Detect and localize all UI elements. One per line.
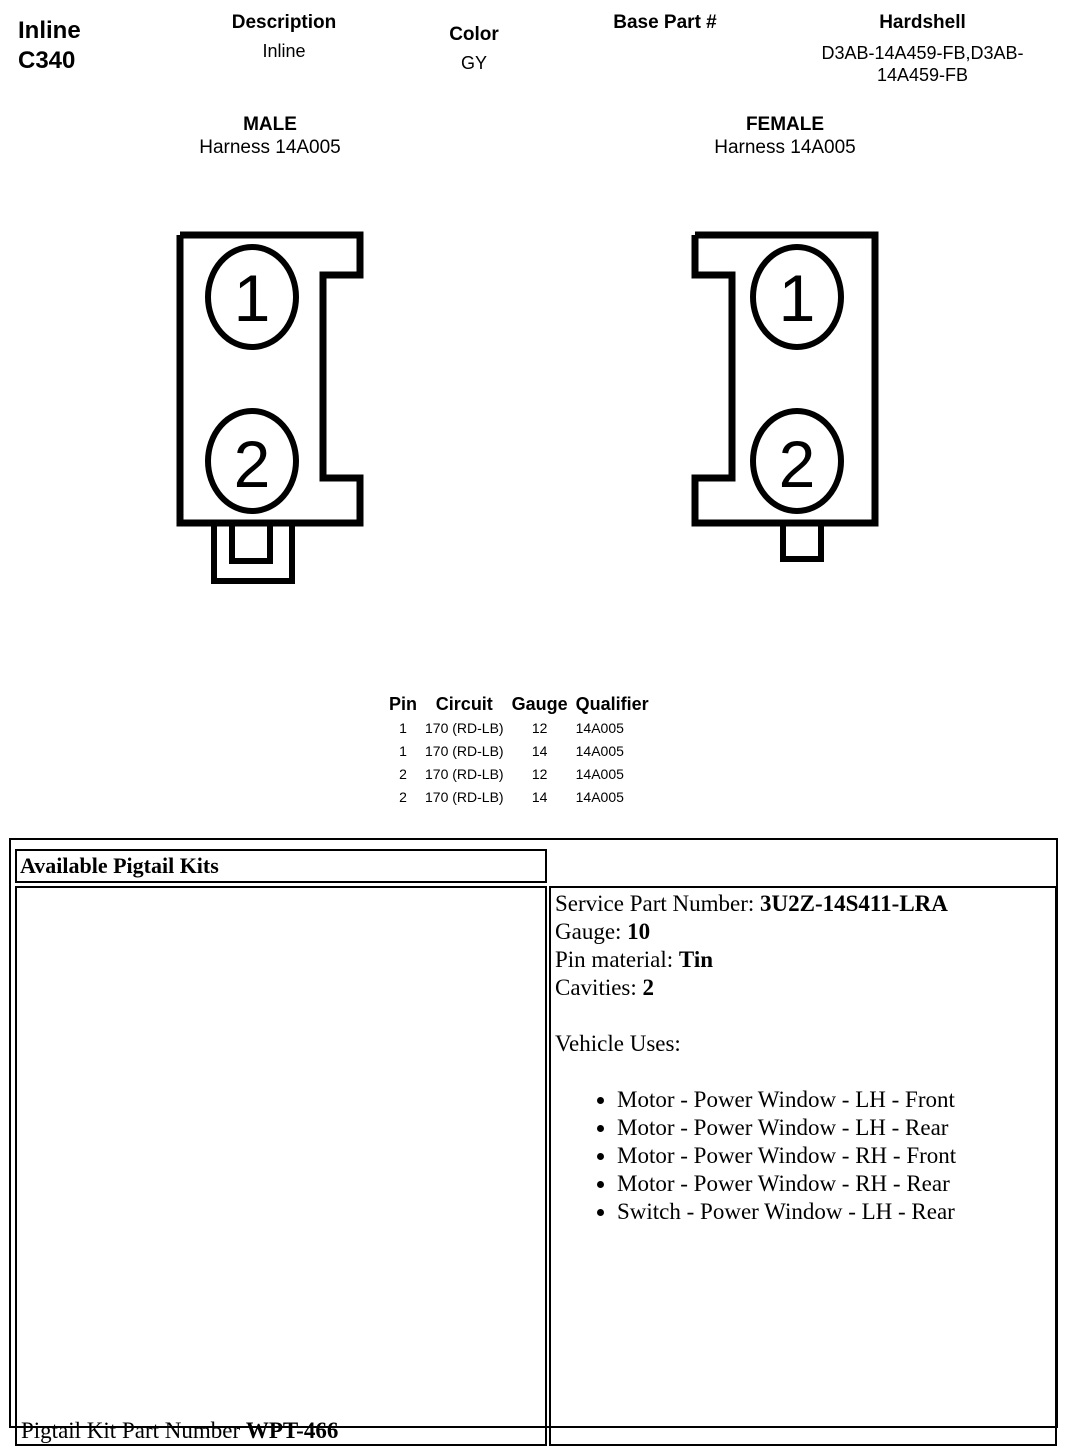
table-row <box>385 785 653 808</box>
list-item: • Motor - Power Window - RH - Rear <box>617 1170 1051 1198</box>
circuit-cell: 170 (RD-LB) <box>425 742 504 759</box>
base-part-label: Base Part # <box>613 12 717 33</box>
table-row <box>385 762 653 785</box>
description-column <box>204 12 364 62</box>
pigtail-title-cell <box>15 849 547 883</box>
pigtail-image-cell <box>15 886 547 1446</box>
description-value: Inline <box>262 41 306 61</box>
title-line-2: C340 <box>18 47 76 74</box>
kit-label: Pigtail Kit Part Number <box>21 1418 246 1443</box>
header-pin: Pin <box>389 693 418 714</box>
pigtail-kit-part-number <box>21 1418 338 1444</box>
kit-value: WPT-466 <box>245 1418 339 1443</box>
connector-title <box>18 16 81 76</box>
pin-cell: 1 <box>399 742 407 759</box>
list-item: • Motor - Power Window - LH - Front <box>617 1086 1051 1114</box>
female-pin-2-number: 2 <box>778 427 816 501</box>
header-circuit: Circuit <box>435 693 493 714</box>
qualifier-cell: 14A005 <box>575 719 624 736</box>
color-column <box>414 24 534 74</box>
base-part-column <box>585 12 745 34</box>
hardshell-value-line-2: 14A459-FB <box>876 65 969 85</box>
qualifier-cell: 14A005 <box>575 788 624 805</box>
male-connector-diagram <box>170 225 370 595</box>
female-harness: Harness 14A005 <box>714 137 856 158</box>
pin-cell: 2 <box>399 788 407 805</box>
female-pin-1-number: 1 <box>778 261 816 335</box>
header-qualifier: Qualifier <box>575 693 649 714</box>
female-connector-diagram <box>685 225 885 595</box>
gauge-cell: 14 <box>531 742 548 759</box>
list-item: • Motor - Power Window - RH - Front <box>617 1142 1051 1170</box>
gauge-value: 10 <box>627 919 651 944</box>
vehicle-uses-label: Vehicle Uses: <box>555 1031 681 1056</box>
circuit-cell: 170 (RD-LB) <box>425 788 504 805</box>
pin-cell: 1 <box>399 719 407 736</box>
pin-cell: 2 <box>399 765 407 782</box>
header-gauge: Gauge <box>511 693 568 714</box>
male-pin-1-number: 1 <box>233 261 271 335</box>
pin-table <box>385 692 653 808</box>
pin-material-line <box>555 946 1051 974</box>
gauge-line <box>555 918 1051 946</box>
pigtail-info <box>551 888 1055 1228</box>
qualifier-cell: 14A005 <box>575 742 624 759</box>
male-pin-2-number: 2 <box>233 427 271 501</box>
pigtail-kits-table <box>9 838 1058 1443</box>
table-row <box>385 716 653 739</box>
hardshell-label: Hardshell <box>879 12 966 33</box>
hardshell-value-line-1: D3AB-14A459-FB,D3AB- <box>821 43 1024 63</box>
female-caption <box>665 113 905 159</box>
gauge-cell: 12 <box>531 719 548 736</box>
title-line-1: Inline <box>18 17 81 44</box>
list-item: • Switch - Power Window - LH - Rear <box>617 1198 1051 1226</box>
hardshell-column <box>790 12 1055 86</box>
cavities-label: Cavities: <box>555 975 643 1000</box>
gauge-cell: 12 <box>531 765 548 782</box>
circuit-cell: 170 (RD-LB) <box>425 765 504 782</box>
female-label: FEMALE <box>745 114 825 135</box>
male-label: MALE <box>243 114 297 135</box>
gauge-label: Gauge: <box>555 919 628 944</box>
cavities-line <box>555 974 1051 1002</box>
pin-material-label: Pin material: <box>555 947 679 972</box>
circuit-cell: 170 (RD-LB) <box>425 719 504 736</box>
table-row <box>385 739 653 762</box>
qualifier-cell: 14A005 <box>575 765 624 782</box>
cavities-value: 2 <box>642 975 655 1000</box>
gauge-cell: 14 <box>531 788 548 805</box>
color-value: GY <box>460 53 487 73</box>
service-part-label: Service Part Number: <box>555 891 761 916</box>
color-label: Color <box>449 24 499 45</box>
male-harness: Harness 14A005 <box>199 137 341 158</box>
pigtail-title: Available Pigtail Kits <box>20 853 219 878</box>
female-locking-tab <box>783 523 821 559</box>
male-locking-tab <box>214 523 292 581</box>
pigtail-info-cell <box>549 886 1057 1446</box>
list-item: • Motor - Power Window - LH - Rear <box>617 1114 1051 1142</box>
service-part-line <box>555 890 1051 918</box>
male-caption <box>150 113 390 159</box>
description-label: Description <box>231 12 337 33</box>
pin-material-value: Tin <box>678 947 714 972</box>
vehicle-uses-list <box>555 1086 1051 1226</box>
service-part-value: 3U2Z-14S411-LRA <box>760 891 948 916</box>
pin-table-header-row <box>385 692 653 716</box>
